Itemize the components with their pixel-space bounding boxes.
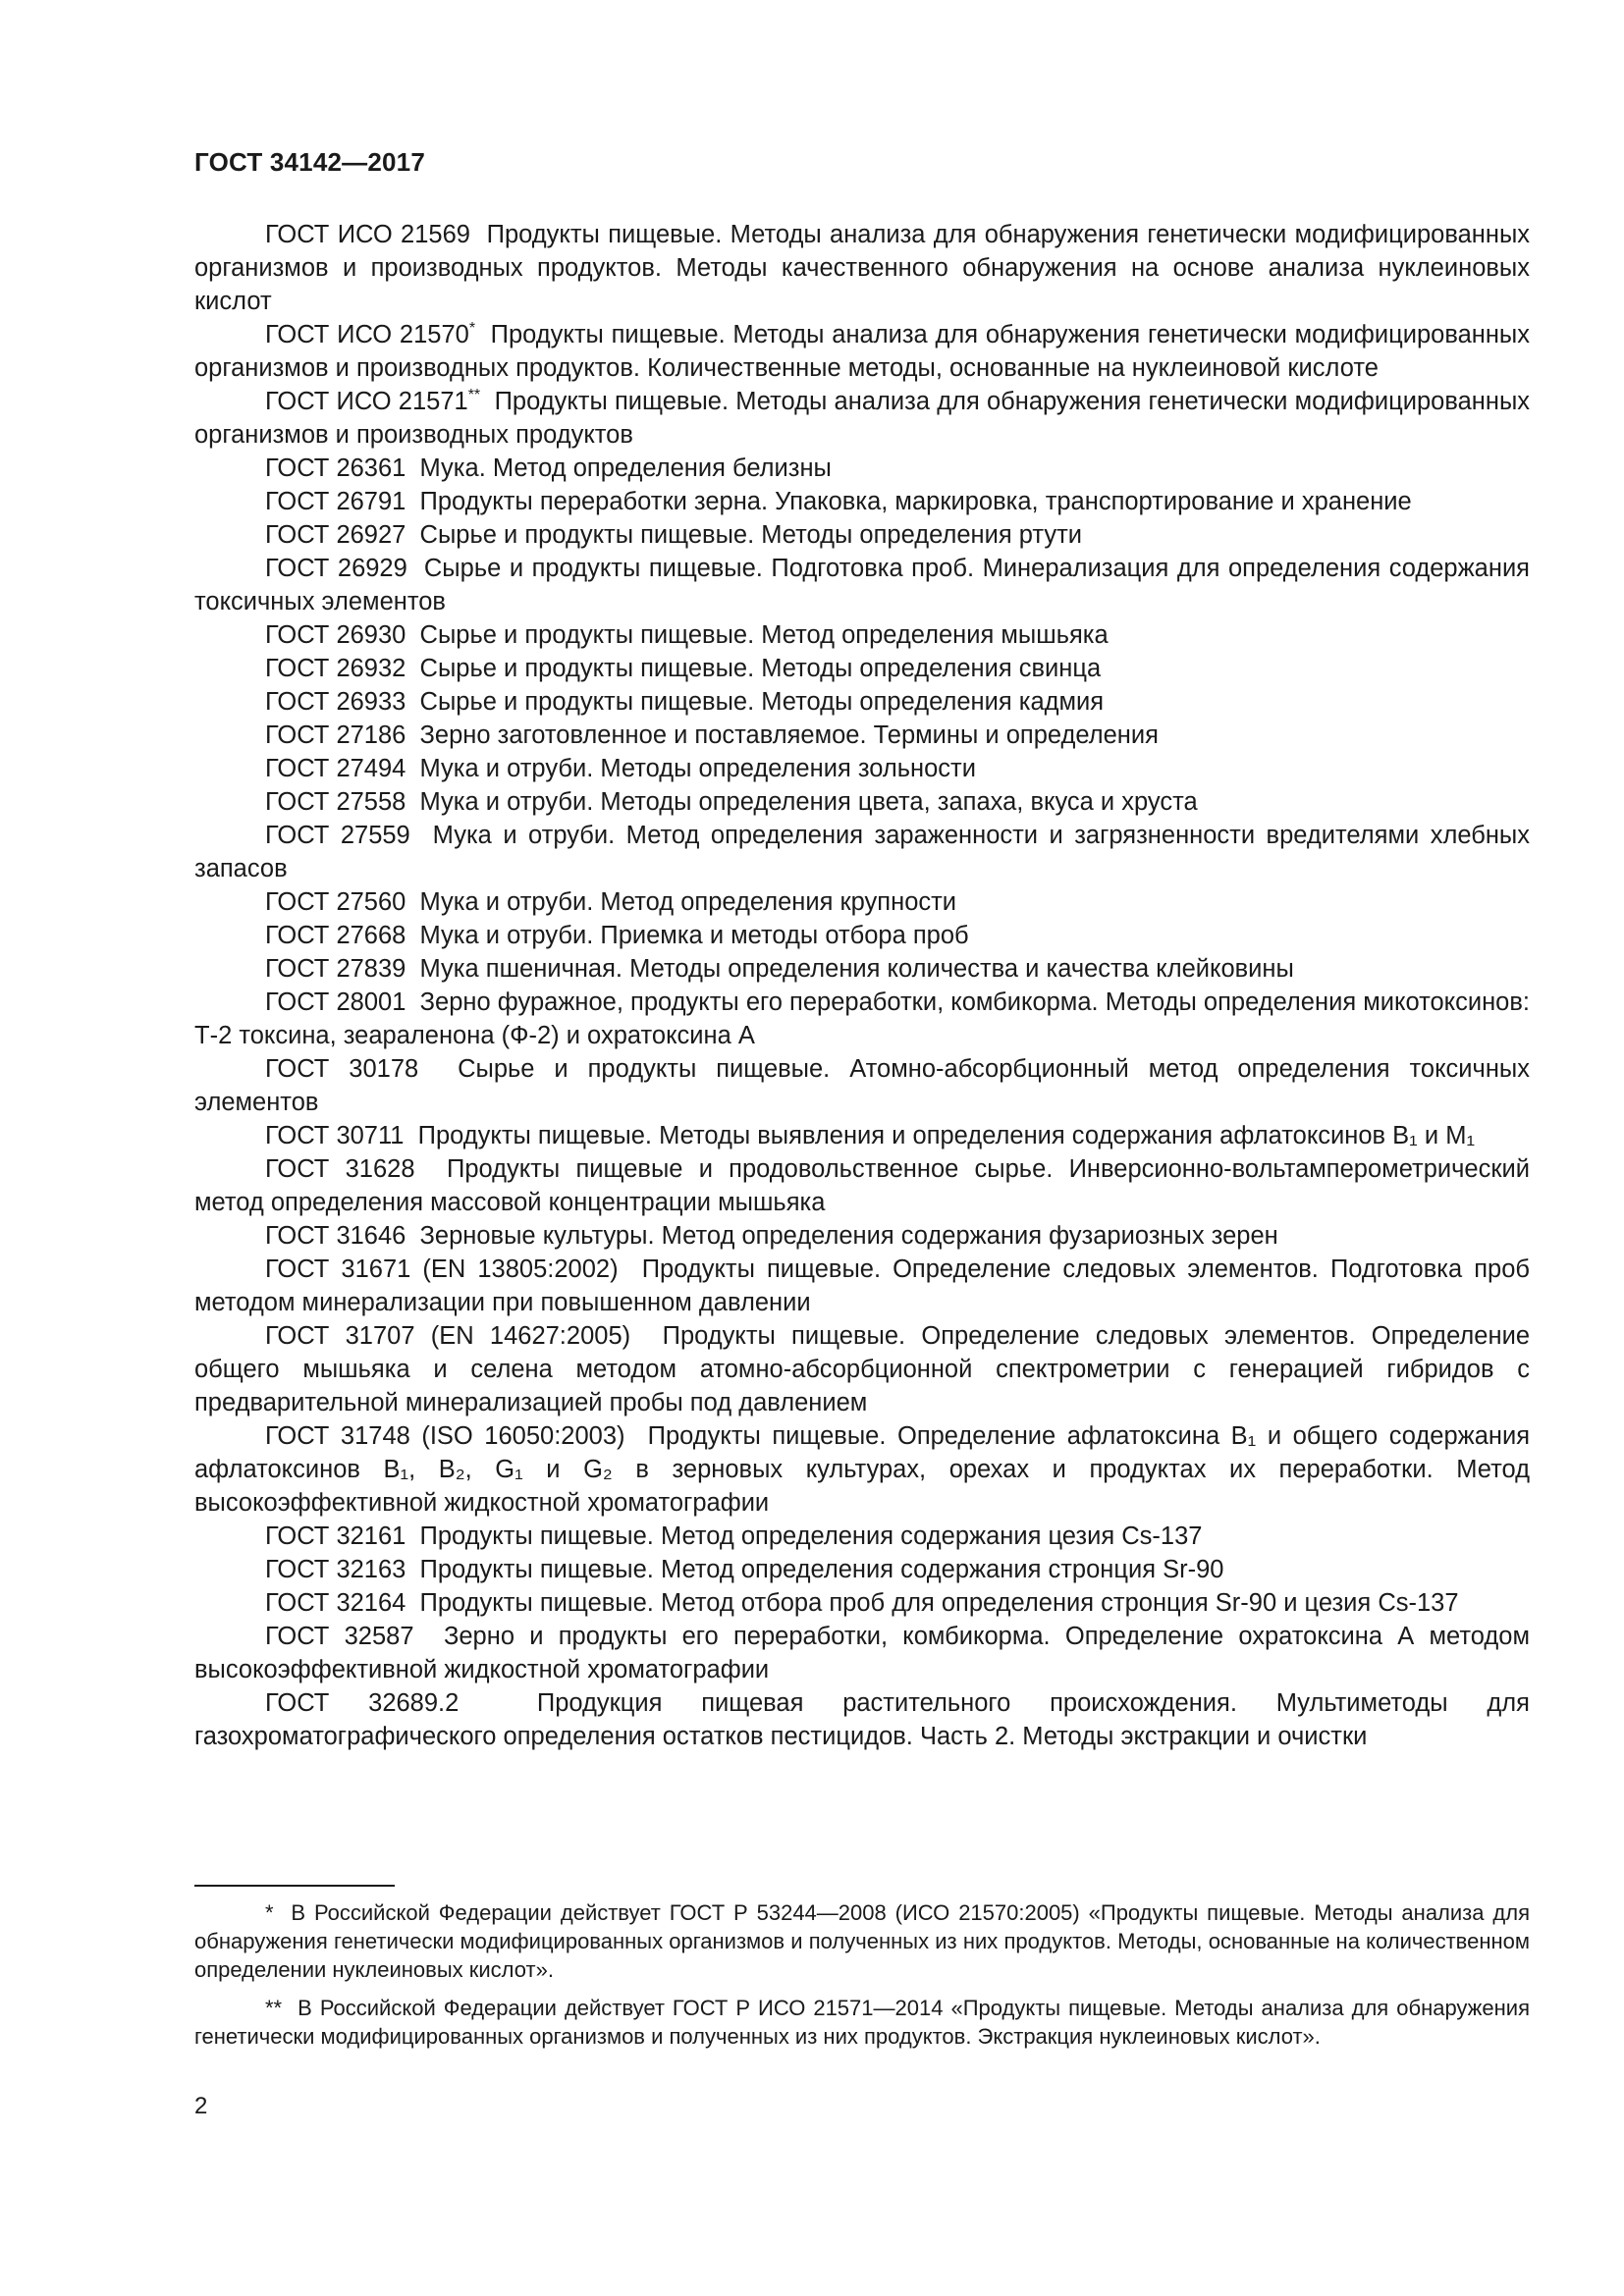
reference-code: ГОСТ ИСО 21571 xyxy=(265,388,468,415)
reference-title: Продукция пищевая растительного происхождения. Мультиметоды для газохроматографического определения остатков пестицидов. Часть 2. Методы экстракции и очистки xyxy=(194,1689,1530,1750)
reference-entry xyxy=(194,1319,1530,1419)
reference-code: ГОСТ 31748 (ISO 16050:2003) xyxy=(265,1422,625,1450)
reference-code: ГОСТ 27559 xyxy=(265,822,410,849)
reference-code: ГОСТ 27560 xyxy=(265,888,406,916)
reference-code: ГОСТ 27839 xyxy=(265,955,406,983)
reference-title: Продукты пищевые. Определение следовых элементов. Подготовка проб методом минерализации при повышенном давлении xyxy=(194,1255,1530,1316)
reference-code: ГОСТ 26929 xyxy=(265,555,407,582)
reference-entry xyxy=(194,685,1530,719)
reference-code: ГОСТ 26361 xyxy=(265,454,406,482)
reference-title: Продукты пищевые. Метод отбора проб для определения стронция Sr-90 и цезия Cs-137 xyxy=(419,1589,1459,1617)
reference-code: ГОСТ 31671 (EN 13805:2002) xyxy=(265,1255,619,1283)
reference-code: ГОСТ 31707 (EN 14627:2005) xyxy=(265,1322,631,1350)
reference-title: Продукты пищевые. Метод определения содержания цезия Cs-137 xyxy=(419,1522,1203,1550)
reference-code: ГОСТ 26791 xyxy=(265,488,406,515)
reference-entry xyxy=(194,552,1530,618)
reference-entry xyxy=(194,1586,1530,1620)
reference-entry xyxy=(194,1052,1530,1119)
reference-entry xyxy=(194,652,1530,685)
reference-code: ГОСТ 26933 xyxy=(265,688,406,716)
footnote xyxy=(194,1994,1530,2051)
reference-code: ГОСТ 32689.2 xyxy=(265,1689,460,1717)
reference-code: ГОСТ 26927 xyxy=(265,521,406,549)
reference-code: ГОСТ 32587 xyxy=(265,1623,414,1650)
reference-title: Сырье и продукты пищевые. Методы определения ртути xyxy=(419,521,1082,549)
reference-entry xyxy=(194,1419,1530,1520)
reference-entry xyxy=(194,719,1530,752)
normative-references-list xyxy=(194,218,1530,1753)
reference-code: ГОСТ 32161 xyxy=(265,1522,406,1550)
reference-title: Зерно и продукты его переработки, комбикорма. Определение охратоксина А методом высокоэффективной жидкостной хроматографии xyxy=(194,1623,1530,1683)
reference-title: Мука и отруби. Приемка и методы отбора проб xyxy=(419,922,969,949)
reference-code: ГОСТ 27558 xyxy=(265,788,406,816)
reference-title: Продукты пищевые. Определение афлатоксина B₁ и общего содержания афлатоксинов B₁, B₂, G₁ и G₂ в зерновых культурах, орехах и продуктах их переработки. Метод высокоэффективной жидкостной хроматографии xyxy=(194,1422,1531,1517)
reference-entry xyxy=(194,1553,1530,1586)
reference-title: Сырье и продукты пищевые. Методы определения свинца xyxy=(419,655,1102,682)
reference-entry xyxy=(194,1520,1530,1553)
page-number: 2 xyxy=(194,2093,208,2119)
reference-title: Мука. Метод определения белизны xyxy=(419,454,832,482)
reference-code: ГОСТ 27668 xyxy=(265,922,406,949)
reference-entry xyxy=(194,1253,1530,1319)
reference-code: ГОСТ 30711 xyxy=(265,1122,405,1149)
reference-title: Продукты переработки зерна. Упаковка, маркировка, транспортирование и хранение xyxy=(419,488,1412,515)
reference-code: ГОСТ 31628 xyxy=(265,1155,415,1183)
reference-title: Продукты пищевые. Методы выявления и определения содержания афлатоксинов B₁ и M₁ xyxy=(417,1122,1476,1149)
reference-entry xyxy=(194,1119,1530,1152)
reference-entry xyxy=(194,1152,1530,1219)
reference-title: Продукты пищевые. Определение следовых элементов. Определение общего мышьяка и селена методом атомно-абсорбционной спектрометрии с генерацией гибридов с предварительной минерализацией пробы под давлением xyxy=(194,1322,1530,1416)
reference-entry xyxy=(194,885,1530,919)
reference-title: Сырье и продукты пищевые. Метод определения мышьяка xyxy=(419,621,1109,649)
reference-entry xyxy=(194,986,1530,1052)
reference-title: Мука и отруби. Методы определения цвета, запаха, вкуса и хруста xyxy=(419,788,1198,816)
reference-title: Мука и отруби. Методы определения зольности xyxy=(419,755,976,782)
reference-entry xyxy=(194,618,1530,652)
reference-code: ГОСТ ИСО 21570 xyxy=(265,321,469,348)
reference-entry xyxy=(194,218,1530,318)
reference-title: Сырье и продукты пищевые. Методы определения кадмия xyxy=(419,688,1105,716)
footnote-text: В Российской Федерации действует ГОСТ Р ИСО 21571—2014 «Продукты пищевые. Методы анализа для обнаружения генетически модифицированных организмов и полученных из них продуктов. Экстракция нуклеиновых кислот». xyxy=(194,1996,1530,2049)
reference-title: Продукты пищевые и продовольственное сырье. Инверсионно-вольтамперометрический метод определения массовой концентрации мышьяка xyxy=(194,1155,1530,1216)
footnote-mark: * xyxy=(468,320,476,337)
reference-entry xyxy=(194,1620,1530,1686)
footnote xyxy=(194,1898,1530,1984)
reference-entry xyxy=(194,752,1530,785)
footnote-mark: * xyxy=(265,1900,274,1925)
footnote-divider xyxy=(194,1885,395,1887)
reference-code: ГОСТ 32164 xyxy=(265,1589,406,1617)
reference-title: Продукты пищевые. Методы анализа для обнаружения генетически модифицированных организмов и производных продуктов xyxy=(194,388,1531,449)
reference-entry xyxy=(194,318,1530,385)
reference-title: Зерновые культуры. Метод определения содержания фузариозных зерен xyxy=(419,1222,1278,1250)
footnote-mark: ** xyxy=(265,1996,283,2020)
reference-code: ГОСТ 31646 xyxy=(265,1222,406,1250)
reference-code: ГОСТ 28001 xyxy=(265,988,406,1016)
reference-code: ГОСТ ИСО 21569 xyxy=(265,221,470,248)
reference-title: Сырье и продукты пищевые. Подготовка проб. Минерализация для определения содержания токсичных элементов xyxy=(194,555,1530,615)
reference-code: ГОСТ 26932 xyxy=(265,655,406,682)
reference-code: ГОСТ 30178 xyxy=(265,1055,419,1083)
reference-entry xyxy=(194,385,1530,452)
reference-title: Зерно заготовленное и поставляемое. Термины и определения xyxy=(419,721,1159,749)
reference-title: Мука пшеничная. Методы определения количества и качества клейковины xyxy=(419,955,1294,983)
reference-title: Продукты пищевые. Методы анализа для обнаружения генетически модифицированных организмов и производных продуктов. Количественные методы, основанные на нуклеиновой кислоте xyxy=(194,321,1531,382)
reference-title: Зерно фуражное, продукты его переработки, комбикорма. Методы определения микотоксинов: Т-2 токсина, зеараленона (Ф-2) и охратоксина А xyxy=(194,988,1530,1049)
reference-code: ГОСТ 26930 xyxy=(265,621,406,649)
reference-title: Продукты пищевые. Метод определения содержания стронция Sr-90 xyxy=(419,1556,1224,1583)
reference-entry xyxy=(194,518,1530,552)
reference-entry xyxy=(194,819,1530,885)
reference-code: ГОСТ 32163 xyxy=(265,1556,406,1583)
reference-entry xyxy=(194,1686,1530,1753)
reference-entry xyxy=(194,485,1530,518)
document-header: ГОСТ 34142—2017 xyxy=(194,147,425,177)
reference-entry xyxy=(194,785,1530,819)
footnotes-section xyxy=(194,1898,1530,2060)
reference-title: Сырье и продукты пищевые. Атомно-абсорбционный метод определения токсичных элементов xyxy=(194,1055,1531,1116)
reference-code: ГОСТ 27494 xyxy=(265,755,406,782)
reference-code: ГОСТ 27186 xyxy=(265,721,406,749)
reference-entry xyxy=(194,1219,1530,1253)
reference-entry xyxy=(194,919,1530,952)
reference-entry xyxy=(194,452,1530,485)
footnote-mark: ** xyxy=(467,387,481,403)
reference-entry xyxy=(194,952,1530,986)
reference-title: Мука и отруби. Метод определения крупности xyxy=(419,888,957,916)
footnote-text: В Российской Федерации действует ГОСТ Р 53244—2008 (ИСО 21570:2005) «Продукты пищевые. Методы анализа для обнаружения генетически модифицированных организмов и полученных из них продуктов. Методы, основанные на количественном определении нуклеиновых кислот». xyxy=(194,1900,1530,1982)
reference-title: Продукты пищевые. Методы анализа для обнаружения генетически модифицированных организмов и производных продуктов. Методы качественного обнаружения на основе анализа нуклеиновых кислот xyxy=(194,221,1531,315)
reference-title: Мука и отруби. Метод определения зараженности и загрязненности вредителями хлебных запасов xyxy=(194,822,1530,882)
